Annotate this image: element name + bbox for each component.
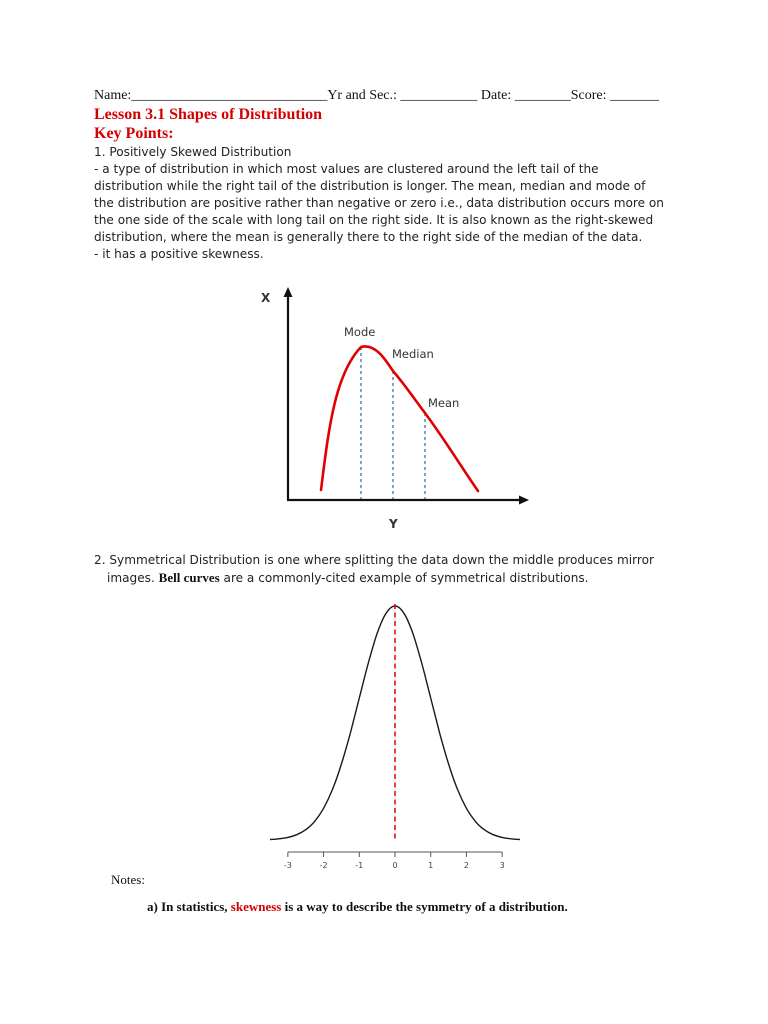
x-tick-label: 0 [392,861,398,870]
item2-line2 [94,569,694,587]
item1-description [94,161,674,246]
x-tick-label: -2 [319,861,328,870]
x-axis-arrow [519,496,529,505]
item2-text: are a commonly-cited example of symmetrical distributions. [219,571,589,585]
bell-curve-plot [270,604,520,870]
mean-label: Mean [428,396,460,410]
bell-curves-term: Bell curves [158,570,220,585]
mode-label: Mode [344,325,376,339]
x-tick-label: 3 [499,861,505,870]
item1-line: - a type of distribution in which most values are clustered around the left tail of the [94,162,599,176]
skewness-term: skewness [230,899,282,914]
note-a-text: a) In statistics, [147,899,231,914]
x-tick-label: 1 [428,861,434,870]
x-tick-label: -3 [283,861,292,870]
x-tick-label: 2 [463,861,469,870]
notes-heading: Notes: [111,872,145,887]
student-info-line: Name:____________________________Yr and Sec.: ___________ Date: ________Score: _______ [94,88,659,103]
y-axis-label: X [261,291,271,305]
item2-line1: 2. Symmetrical Distribution is one where splitting the data down the middle produces mirror [94,553,654,567]
item1-line: distribution while the right tail of the distribution is longer. The mean, median and mode of [94,179,646,193]
item2-text: images. [107,571,159,585]
note-a-text: is a way to describe the symmetry of a distribution. [281,899,568,914]
lesson-title: Lesson 3.1 Shapes of Distribution [94,106,323,123]
item1-title: 1. Positively Skewed Distribution [94,145,292,159]
item2-description [94,552,694,587]
x-axis-label: Y [389,517,398,531]
item1-note: - it has a positive skewness. [94,247,264,261]
skewed-curve [321,346,478,491]
item1-line: distribution, where the mean is generally there to the right side of the median of the data. [94,230,643,244]
item1-line: the one side of the scale with long tail on the right side. It is also known as the right-skewed [94,213,654,227]
item1-line: the distribution are positive rather than negative or zero i.e., data distribution occurs more on [94,196,664,210]
bell-curve-chart [262,598,526,878]
skewed-distribution-figure [250,285,540,535]
median-label: Median [392,347,434,361]
y-axis-arrow [284,287,293,297]
x-tick-label: -1 [355,861,364,870]
note-a [147,899,568,915]
key-points-heading: Key Points: [94,125,174,142]
